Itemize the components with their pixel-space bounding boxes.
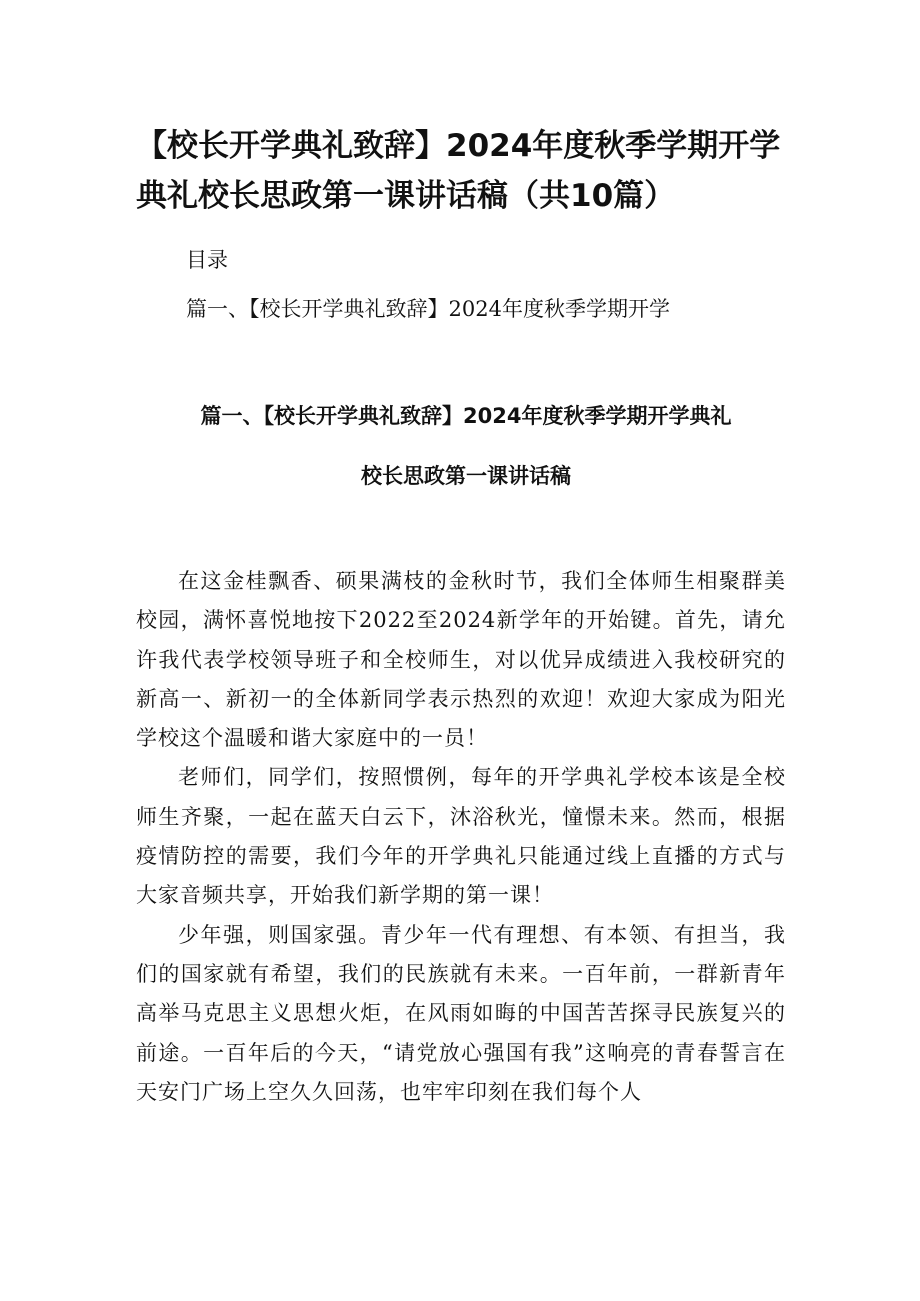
section-heading-line-1: 篇一、【校长开学典礼致辞】2024年度秋季学期开学典礼 — [200, 404, 732, 428]
toc-item-1[interactable]: 篇一、【校长开学典礼致辞】2024年度秋季学期开学 — [186, 297, 670, 321]
section-heading-line-2: 校长思政第一课讲话稿 — [361, 464, 571, 488]
paragraph-1: 在这金桂飘香、硕果满枝的金秋时节，我们全体师生相聚群美校园，满怀喜悦地按下2022至2024新学年的开始键。首先，请允许我代表学校领导班子和全校师生，对以优异成绩进入我校研究的新高一、新初一的全体新同学表示热烈的欢迎！欢迎大家成为阳光学校这个温暖和谐大家庭中的一员！ — [136, 569, 786, 751]
document-title: 【校长开学典礼致辞】2024年度秋季学期开学典礼校长思政第一课讲话稿（共10篇） — [136, 128, 781, 214]
section-body — [136, 562, 786, 1112]
toc-heading: 目录 — [186, 248, 228, 272]
paragraph-2: 老师们，同学们，按照惯例，每年的开学典礼学校本该是全校师生齐聚，一起在蓝天白云下，沐浴秋光，憧憬未来。然而，根据疫情防控的需要，我们今年的开学典礼只能通过线上直播的方式与大家音频共享，开始我们新学期的第一课！ — [136, 765, 786, 908]
paragraph-3: 少年强，则国家强。青少年一代有理想、有本领、有担当，我们的国家就有希望，我们的民族就有未来。一百年前，一群新青年高举马克思主义思想火炬，在风雨如晦的中国苦苦探寻民族复兴的前途。一百年后的今天，“请党放心强国有我”这响亮的青春誓言在天安门广场上空久久回荡，也牢牢印刻在我们每个人 — [136, 922, 786, 1104]
